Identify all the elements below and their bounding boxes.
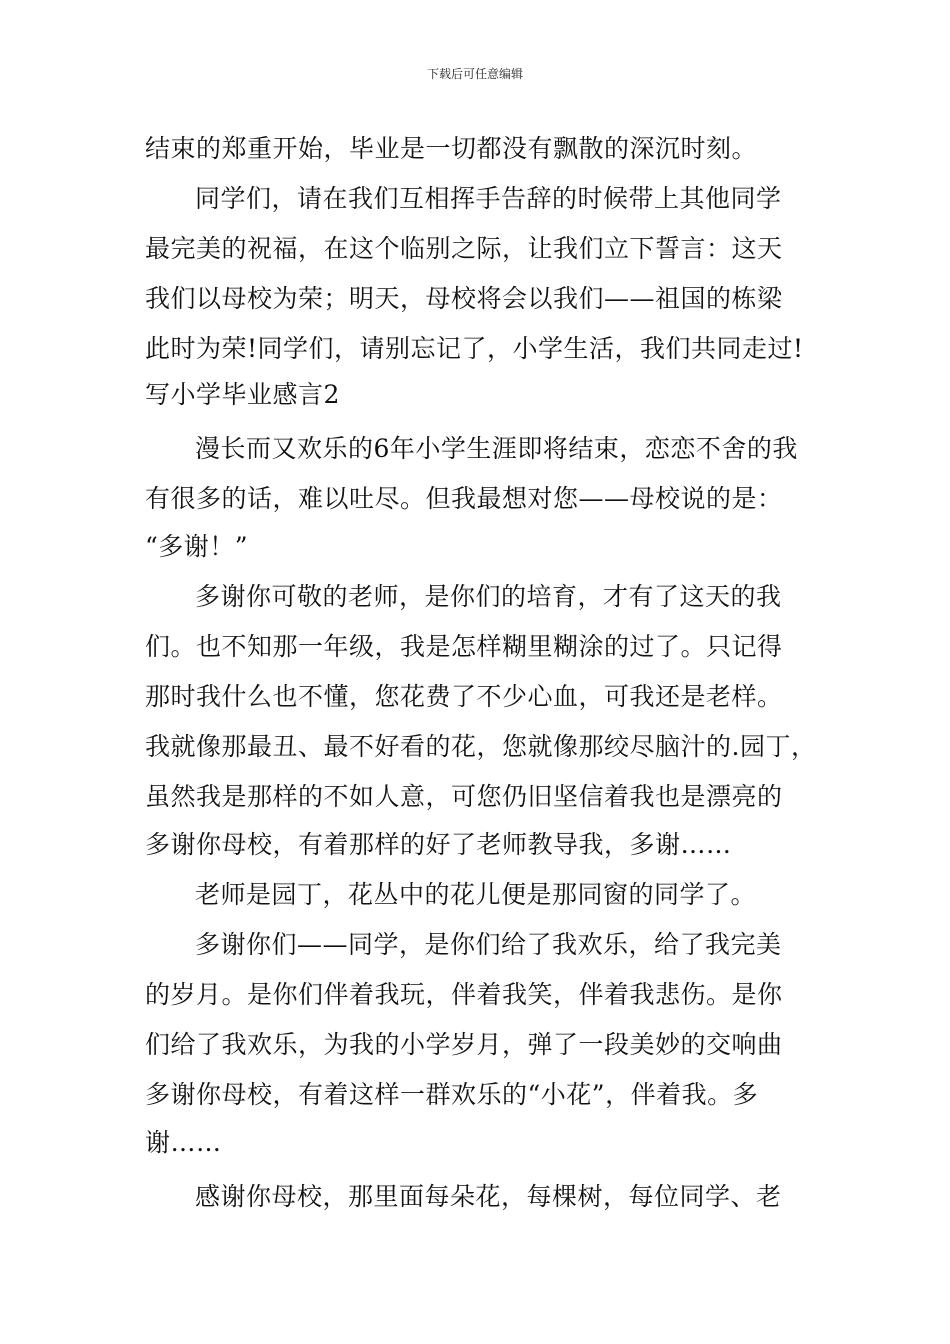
body-line: 最完美的祝福，在这个临别之际，让我们立下誓言：这天 xyxy=(145,234,783,263)
section-heading: 写小学毕业感言2 xyxy=(145,380,340,409)
body-line: 的岁月。是你们伴着我玩，伴着我笑，伴着我悲伤。是你 xyxy=(145,980,783,1009)
page-header-note: 下载后可任意编辑 xyxy=(426,67,523,81)
body-line: 同学们，请在我们互相挥手告辞的时候带上其他同学 xyxy=(195,184,782,213)
body-line: 们给了我欢乐，为我的小学岁月，弹了一段美妙的交响曲 xyxy=(145,1030,783,1059)
body-line: 那时我什么也不懂，您花费了不少心血，可我还是老样。 xyxy=(145,682,783,711)
body-line: 多谢你们——同学，是你们给了我欢乐，给了我完美 xyxy=(195,930,782,959)
body-line: 多谢你母校，有着这样一群欢乐的“小花”，伴着我。多 xyxy=(145,1080,759,1109)
body-line: 此时为荣!同学们，请别忘记了，小学生活，我们共同走过! xyxy=(145,334,804,363)
body-line: 多谢你可敬的老师，是你们的培育，才有了这天的我 xyxy=(195,582,782,611)
body-line: 谢…… xyxy=(145,1128,222,1157)
body-line: 感谢你母校，那里面每朵花，每棵树，每位同学、老 xyxy=(195,1182,782,1211)
body-line: 们。也不知那一年级，我是怎样糊里糊涂的过了。只记得 xyxy=(145,632,783,661)
body-line: 多谢你母校，有着那样的好了老师教导我，多谢…… xyxy=(145,830,732,859)
body-line: 有很多的话，难以吐尽。但我最想对您——母校说的是： xyxy=(145,484,783,513)
body-line: 结束的郑重开始，毕业是一切都没有飘散的深沉时刻。 xyxy=(145,134,758,163)
body-line: 我们以母校为荣；明天，母校将会以我们——祖国的栋梁 xyxy=(145,284,783,313)
body-line: 漫长而又欢乐的6年小学生涯即将结束，恋恋不舍的我 xyxy=(195,434,798,463)
body-line: 老师是园丁，花丛中的花儿便是那同窗的同学了。 xyxy=(195,880,757,909)
body-line: 虽然我是那样的不如人意，可您仍旧坚信着我也是漂亮的 xyxy=(145,782,783,811)
body-line: 我就像那最丑、最不好看的花，您就像那绞尽脑汁的.园丁， xyxy=(145,732,817,761)
body-line: “多谢！” xyxy=(145,532,249,561)
